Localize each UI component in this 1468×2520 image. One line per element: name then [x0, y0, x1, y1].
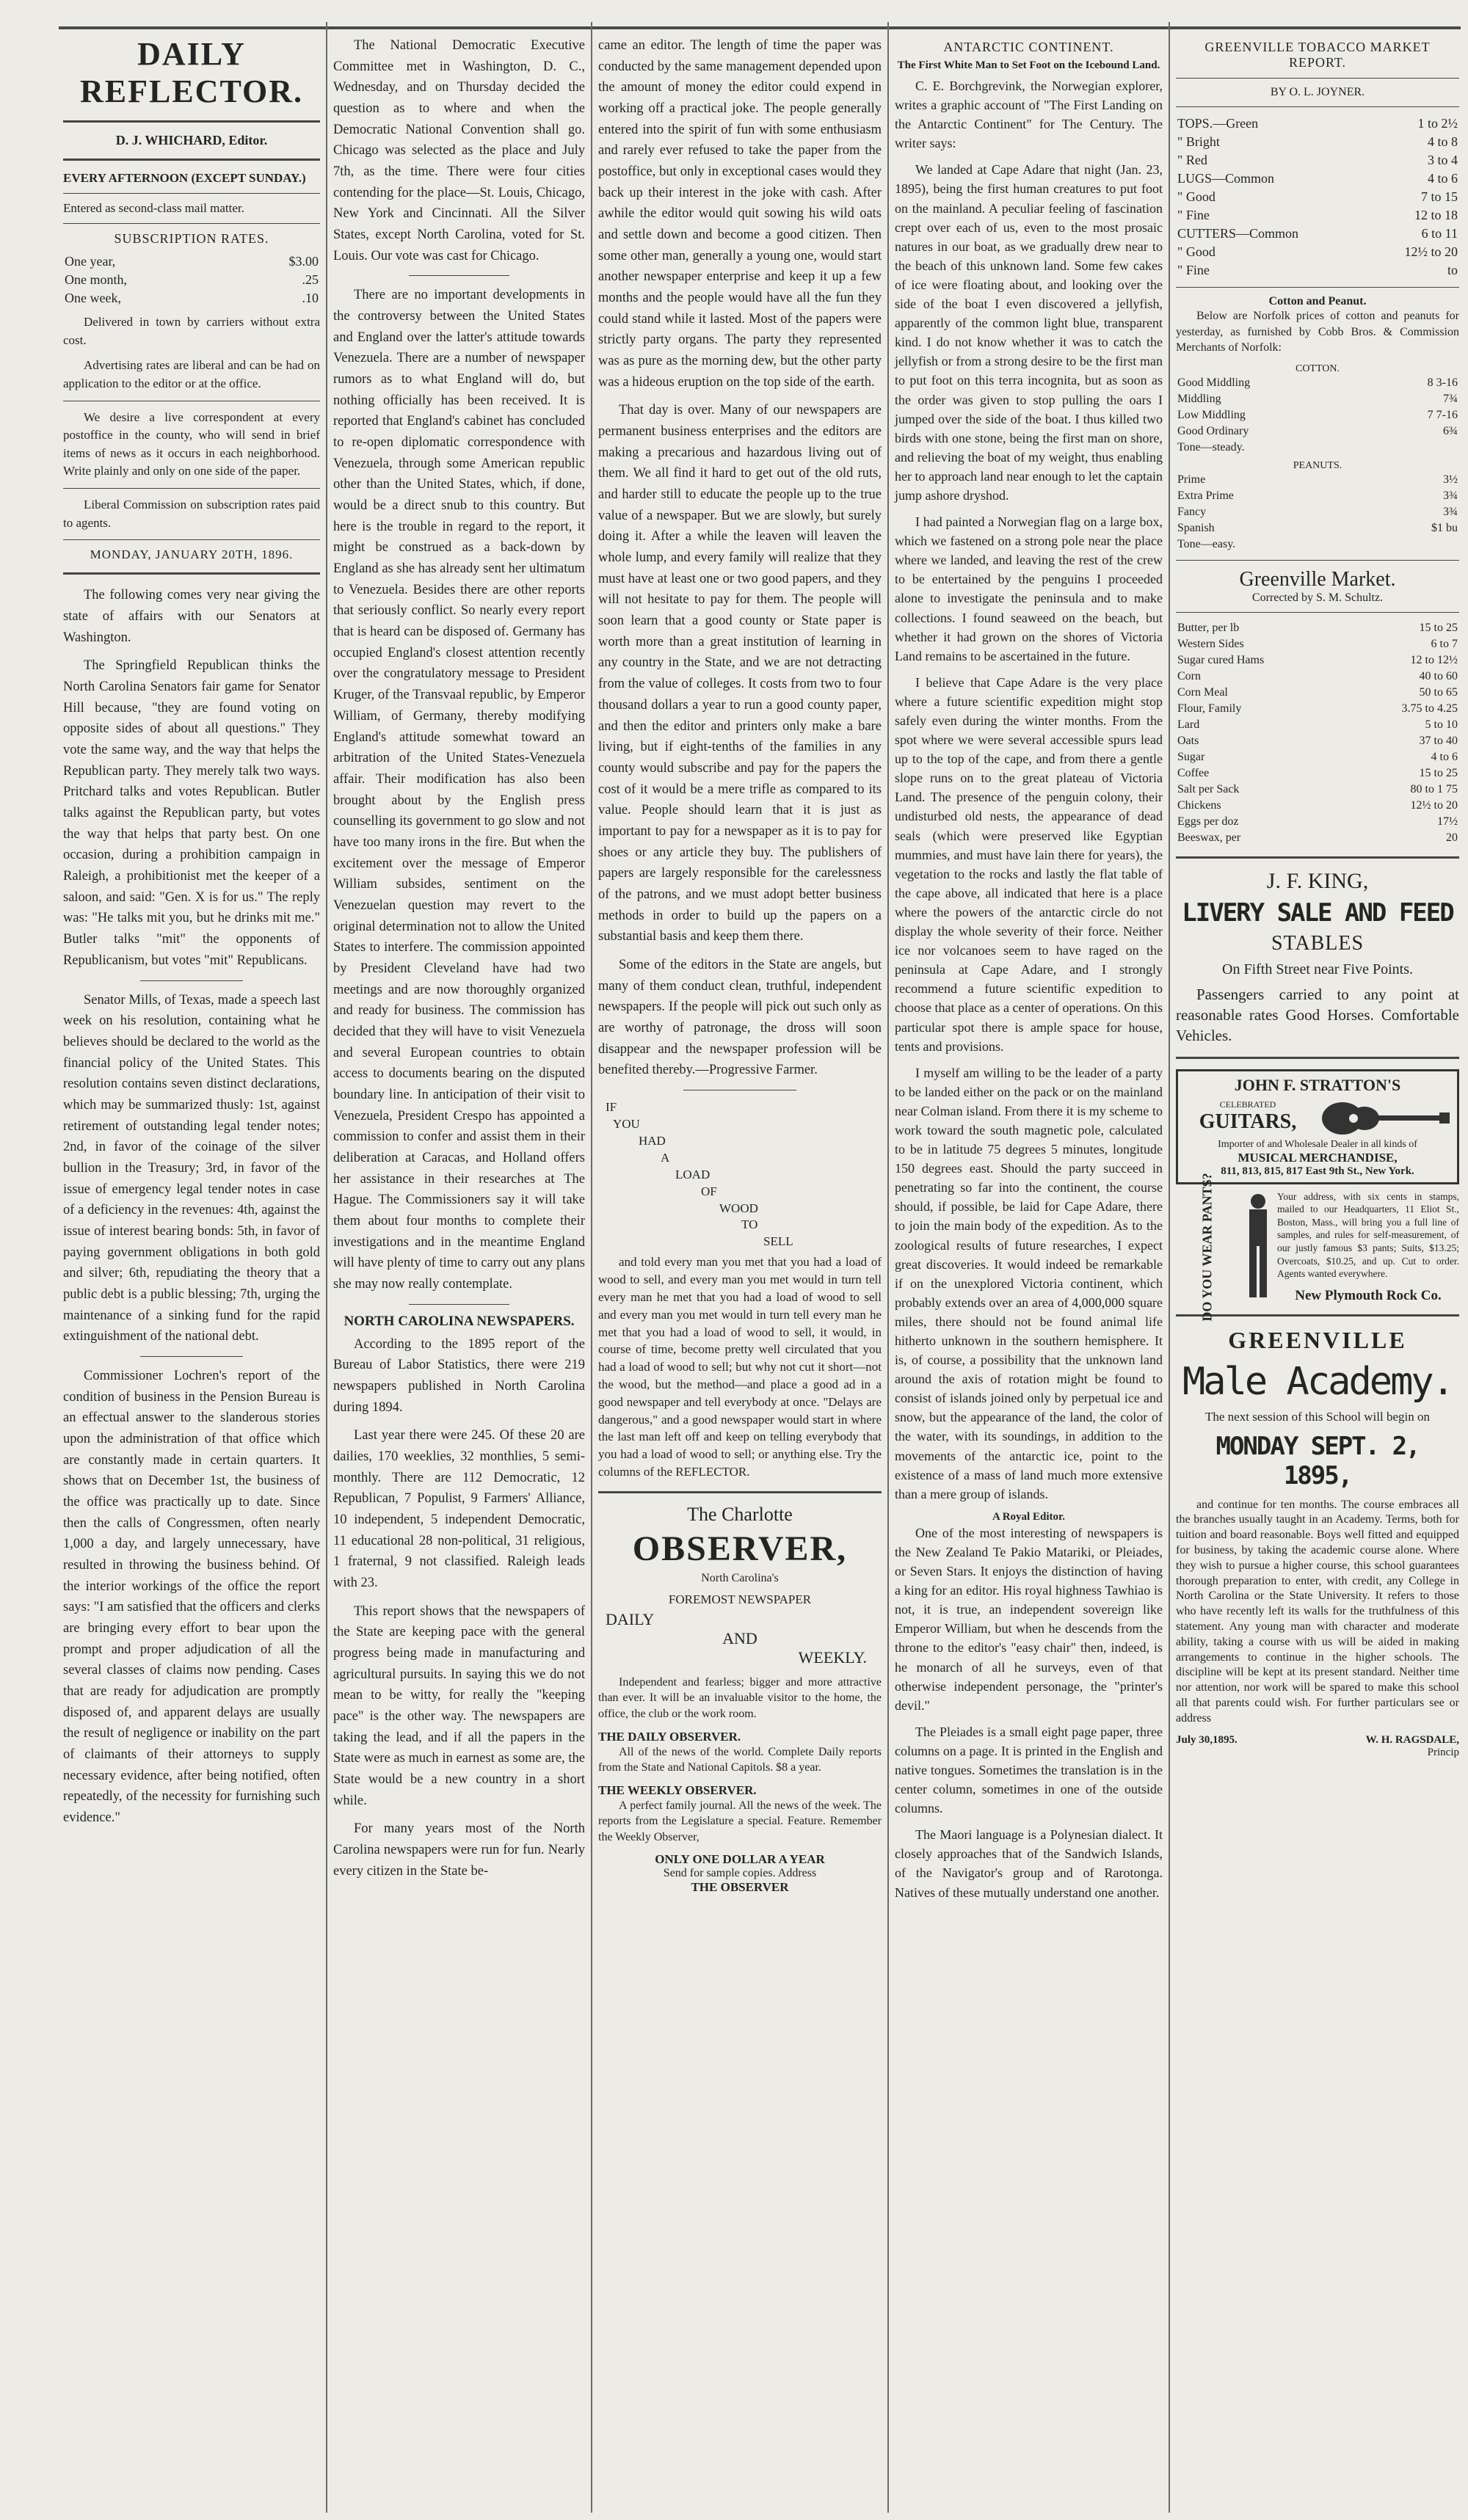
cotton-row-label: Low Middling	[1177, 408, 1246, 421]
observer-address: THE OBSERVER	[691, 1880, 789, 1895]
market-row	[1176, 669, 1459, 685]
tobacco-row-value: 3 to 4	[1427, 153, 1458, 167]
wood-word: SELL	[763, 1234, 793, 1249]
tobacco-row-value: 4 to 6	[1427, 171, 1458, 186]
divider	[1176, 1314, 1459, 1317]
column-rule	[326, 22, 327, 2513]
market-row	[1176, 685, 1459, 701]
peanut-row-value: $1 bu	[1431, 521, 1458, 534]
peanut-subheading: PEANUTS.	[1293, 459, 1342, 471]
column-5	[1171, 35, 1464, 2505]
market-row-label: Chickens	[1177, 798, 1221, 812]
divider	[409, 1304, 509, 1305]
cotton-row-value	[1373, 440, 1459, 456]
tobacco-row-label: " Red	[1177, 153, 1207, 167]
tobacco-row-label: TOPS.—Green	[1177, 116, 1259, 131]
cotton-row	[1176, 375, 1459, 391]
cotton-row-label: Good Ordinary	[1177, 424, 1249, 437]
divider	[1176, 612, 1459, 613]
cotton-row-value: 6¾	[1443, 424, 1458, 437]
observer-the: The Charlotte	[687, 1503, 793, 1525]
market-row-value: 20	[1446, 831, 1458, 844]
rate-row: One year, $3.00	[65, 254, 319, 269]
tobacco-row-value: 4 to 8	[1427, 134, 1458, 149]
academy-ad	[1176, 1327, 1459, 1759]
divider	[1176, 1057, 1459, 1059]
divider	[63, 120, 320, 123]
market-row	[1176, 620, 1459, 636]
top-rule	[59, 26, 1461, 29]
pants-ad	[1176, 1173, 1459, 1322]
article-paragraph: Senator Mills, of Texas, made a speech last week on his resolution, containing what he believes should be declared to the world as the financial policy of the United States. This resolution contains seven distinct declarations, which may be summarized thusly: 1st, against retirement of outstanding legal tender notes; 2nd, in favor of the coinage of the silver bullion in the Treasury; 3rd, in favor of the issue of emergency legal tender notes in case of a deficiency in the revenues: 4th, against the issue of interest bearing bonds: 5th, in favor of paying government obligations in both gold and silver; 6th, repudiating the theory that a public debt is a public blessing; 7th, urging the maintenance of a sinking fund for the rapid extinguishment of the national debt.	[63, 992, 320, 1344]
tobacco-row	[1176, 206, 1459, 225]
pants-word: DO YOU WEAR PANTS?	[1199, 1173, 1215, 1322]
market-row-value: 50 to 65	[1419, 685, 1458, 699]
tobacco-row	[1176, 133, 1459, 151]
observer-nc: North Carolina's	[701, 1571, 779, 1584]
peanut-row-value	[1367, 536, 1459, 553]
market-row-label: Sugar cured Hams	[1177, 653, 1265, 666]
market-row	[1176, 798, 1459, 814]
article-paragraph: C. E. Borchgrevink, the Norwegian explorer, writes a graphic account of "The First Landing on the Antarctic Continent" for The Century. The writer says:	[895, 79, 1163, 151]
market-row-value: 6 to 7	[1431, 637, 1458, 650]
wood-word: TO	[741, 1217, 758, 1232]
cotton-row-label: Tone—steady.	[1177, 440, 1245, 454]
tobacco-row-label: " Fine	[1177, 208, 1210, 222]
market-row	[1176, 782, 1459, 798]
peanut-row-label: Tone—easy.	[1177, 537, 1236, 550]
market-row	[1176, 830, 1459, 846]
divider	[140, 980, 243, 981]
tobacco-row-label: " Good	[1177, 244, 1216, 259]
article-paragraph: There are no important developments in the controversy between the United States and England over the latter's attitude towards Venezuela. There are a number of newspaper rumors as to what England will do, but nothing officially has been received. It is reported that England's cabinet has concluded to re-open diplomatic correspondence with Venezuela, through some American republic other than the United States, which, if done, would be a direct snub to this country. But here is the trouble in regard to the report, it might be construed as a back-down by England as she has already sent her ultimatum to Venezuela. Besides there are other reports that seriously conflict. So nearly every report that is heard can be disposed of. Germany has occupied England's closest attention recently over the congratulatory message to President Kruger, of the Transvaal republic, by Emperor William, of Germany, thereby modifying England's attitude somewhat toward an arbitration of the United States-Venezuela affair. Their modification has also been brought about by the English press counselling its government to go slow and not have too many irons in the fire. But when the excitement over the message of Emperor William subsides, sentiment on the Venezuelan question may revert to the original determination not to allow the United States to interfere. The commission appointed by President Cleveland have had two meetings and are now thoroughly organized and ready for business. The commission has decided that they will have to visit Venezuela and several European countries to obtain access to documents bearing on the disputed boundary line. In anticipation of their visit to Venezuela, President Crespo has appointed a commission to confer and assist them in their deliberation at Caracas, and Holland offers her assistance in their researches at The Hague. The Commissioners say it will take them about four months to complete their investigations and in the meantime England will have plenty of time to carry out any plans she may now really contemplate.	[333, 288, 585, 1292]
academy-name: Male Academy.	[1182, 1359, 1453, 1404]
column-1	[59, 35, 324, 2505]
divider	[598, 1491, 882, 1493]
wood-word: WOOD	[719, 1201, 758, 1215]
column-rule	[887, 22, 889, 2513]
peanut-row-value: 3½	[1443, 473, 1458, 486]
cotton-row	[1176, 423, 1459, 440]
tobacco-heading: GREENVILLE TOBACCO MARKET REPORT.	[1204, 40, 1431, 70]
king-ad	[1176, 869, 1459, 1046]
market-row-value: 37 to 40	[1419, 734, 1458, 747]
observer-daily: DAILY	[606, 1609, 655, 1628]
rate-row: One month, .25	[65, 272, 319, 287]
observer-weekly: WEEKLY.	[798, 1647, 867, 1667]
cotton-row-label: Middling	[1177, 392, 1221, 405]
article-paragraph: I myself am willing to be the leader of a party to be landed either on the pack or on the mainland near Colman island. From there it is my scheme to work toward the south magnetic pole, calculated to be in latitude 75 degrees 5 minutes, longitude 150 degrees east. Should the party succeed in penetrating so far into the continent, the course should, if possible, be laid for Cape Adare, there to join the main body of the expedition. As to the zoological results of future researches, I expect great discoveries. It would indeed be remarkable if on the unexplored Victoria continent, which probably extends over an area of 4,000,000 square miles, there should not be found animal life hitherto unknown in the southern hemisphere. It is, of course, a possibility that the unknown land around the axis of rotation might be found to consist of islands joined only by perpetual ice and snow, but the appearance of the land, the color of the water, with its soundings, in addition to the movements of the antarctic ice, point to the existence of a mass of land much more extensive than a mere group of islands.	[895, 1065, 1163, 1501]
peanut-row-label: Spanish	[1177, 521, 1215, 534]
king-desc: Passengers carried to any point at reasonable rates Good Horses. Comfortable Vehicles.	[1176, 985, 1459, 1045]
article-paragraph: I believe that Cape Adare is the very place where a future scientific expedition might stop safely even during the winter months. From the spot where we were several accessible spurs lead up to the top of the cape, and from there a gentle slope runs on to the great plateau of Victoria Land. The presence of the penguin colony, their undisturbed old nests, the appearance of dead seals (which were preserved like Egyptian mummies, and must have lain there for years), the vegetation to the rocks and lastly the flat table of the cape above, all indicated that here is a place where the powers of the antarctic circle do not display the whole severity of their force. Neither ice nor volcanoes seem to have raged on the peninsula at Cape Adare, and I strongly recommend a future scientific expedition to choose that place as a center of operations. On this particular spot there is ample space for house, tents and provisions.	[895, 674, 1163, 1054]
peanut-row-label: Fancy	[1177, 505, 1207, 518]
peanut-row-value: 3¾	[1443, 489, 1458, 502]
divider	[1176, 560, 1459, 561]
divider	[63, 223, 320, 224]
column-rule	[591, 22, 592, 2513]
market-row-label: Butter, per lb	[1177, 621, 1240, 634]
correspondent-notice: We desire a live correspondent at every postoffice in the county, who will send in brief items of news as it occurs in each neighborhood. Write plainly and only on one side of the paper.	[63, 409, 320, 478]
article-paragraph: The Maori language is a Polynesian dialect. It closely approaches that of the Sandwich Islands, of the Navigator's group and of Rarotonga. Natives of these mutually understand one another.	[895, 1827, 1163, 1900]
market-row-label: Sugar	[1177, 750, 1205, 763]
column-3	[594, 35, 886, 2505]
market-row-label: Lard	[1177, 718, 1200, 731]
tobacco-row-value: to	[1447, 263, 1458, 277]
tobacco-row	[1176, 170, 1459, 188]
article-paragraph: One of the most interesting of newspapers is the New Zealand Te Pakio Matariki, or Pleiades, or Seven Stars. It enjoys the distinction of having a king for an editor. His royal highness Tawhiao is not, it is true, an independent sovereign like Emperor William, but when he descends from the throne to the editor's "easy chair" then, indeed, is he monarch of all he surveys, even of that otherwise independent personage, the "printer's devil."	[895, 1525, 1163, 1713]
tobacco-table	[1176, 114, 1459, 280]
king-line1: LIVERY SALE AND FEED	[1182, 897, 1453, 928]
article-paragraph: came an editor. The length of time the paper was conducted by the same management depended upon the amount of money the editor could expend in working off a practical joke. The people generally entered into the spirit of fun with some enthusiasm and rarely ever refused to take the paper from the postoffice, but only in exceptional cases would they back up their interest in the joke with cash. After awhile the editor would quit sowing his wild oats and settle down and become a good citizen. Then some other man, generally a young one, would start another newspaper enterprise and keep it up a few months and the people would have all the fun they could stand while it lasted. Most of the papers were strictly party organs. The party they represented was as pure as the morning dew, but the other party was a hideous eruption on the top side of the earth.	[598, 38, 882, 390]
antarctic-heading: ANTARCTIC CONTINENT.	[943, 40, 1114, 54]
article-paragraph: This report shows that the newspapers of the State are keeping pace with the general progress being made in manufacturing and agricultural pursuits. In saying this we do not mean to be witty, for really the "keeping pace" is the other way. The newspapers are taking the lead, and if all the papers in the State were as much in earnest as some are, the State would be a new country in a short while.	[333, 1603, 585, 1808]
stratton-name: JOHN F. STRATTON'S	[1234, 1075, 1401, 1094]
tobacco-row-value: 12½ to 20	[1404, 244, 1458, 259]
market-row-value: 40 to 60	[1419, 669, 1458, 682]
commission-notice: Liberal Commission on subscription rates paid to agents.	[63, 498, 320, 530]
market-row-label: Flour, Family	[1177, 702, 1242, 715]
article-paragraph: That day is over. Many of our newspapers are permanent business enterprises and the editors are making a precarious and hazardous living out of them. We all find it hard to get out of the old ruts, and harder still to educate the people up to the true value of a newspaper. But we are slowly, but surely doing it. After a while the leaven will leaven the whole lump, and every family will realize that they must have at least one or two good papers, and they will not hesitate to pay for them. The people will soon learn that a good county or State paper is worth more than a great institution of learning in any country in the State, and we are not detracting from the value of colleges. It costs from two to four thousand dollars a year to run a good county paper, and then the editor and printers only make a bare living, but if eight-tenths of the families in any county would subscribe and pay for the papers the cost of it would be a mere trifle as compared to its value. People should learn that it is just as important to pay for a newspaper as it is to pay for shoes or any article they buy. The publishers of papers are largely responsible for the carelessness of the patrons, and we must adopt better business methods in order to build up the papers on a substantial basis and keep them there.	[598, 403, 882, 944]
divider	[1176, 78, 1459, 79]
market-row	[1176, 765, 1459, 782]
article-paragraph: I had painted a Norwegian flag on a large box, which we fastened on a strong pole near the place where we landed, and leaving the rest of the crew to be entertained by the penguins I proceeded alone to investigate the peninsula and to make collections. I found seaweed on the beach, but whether it had grown on the shores of Victoria Land remains to be ascertained in the future.	[895, 514, 1163, 663]
market-row-label: Western Sides	[1177, 637, 1244, 650]
market-byline: Corrected by S. M. Schultz.	[1251, 591, 1384, 604]
market-heading: Greenville Market.	[1239, 567, 1396, 591]
cotton-intro: Below are Norfolk prices of cotton and peanuts for yesterday, as furnished by Cobb Bros. & Commission Merchants of Norfolk:	[1176, 310, 1459, 354]
stratton-guitars: GUITARS,	[1199, 1110, 1297, 1134]
market-row-label: Corn	[1177, 669, 1201, 682]
wood-word: LOAD	[675, 1167, 711, 1181]
tobacco-byline: BY O. L. JOYNER.	[1270, 86, 1365, 98]
market-row	[1176, 717, 1459, 733]
wood-word: A	[661, 1150, 670, 1165]
tobacco-row-label: " Bright	[1177, 134, 1220, 149]
stratton-celebrated: CELEBRATED	[1219, 1099, 1276, 1110]
wood-word: OF	[701, 1184, 717, 1198]
market-row-value: 17½	[1437, 815, 1458, 828]
cotton-row	[1176, 440, 1459, 456]
observer-daily-heading: THE DAILY OBSERVER.	[598, 1729, 741, 1744]
peanut-row	[1176, 472, 1459, 488]
wood-word: IF	[606, 1099, 617, 1114]
king-location: On Fifth Street near Five Points.	[1222, 961, 1413, 977]
stratton-musical: MUSICAL MERCHANDISE,	[1238, 1150, 1398, 1165]
article-paragraph: The following comes very near giving the state of affairs with our Senators at Washington.	[63, 588, 320, 645]
divider	[63, 539, 320, 540]
observer-price: ONLY ONE DOLLAR A YEAR	[655, 1852, 825, 1867]
peanut-table	[1176, 472, 1459, 553]
subscription-heading: SUBSCRIPTION RATES.	[114, 231, 269, 246]
cotton-table	[1176, 375, 1459, 456]
market-row	[1176, 733, 1459, 749]
wood-ad-text: and told every man you met that you had a load of wood to sell, and every man you met would in turn tell every man he met that you had a load of wood to sell and every man you met would in turn tell every man he met that you had a load of wood to sell, it would, in course of time, become pretty well circulated that you had a load of wood to sell; but why not cut it short—not the wood, but the method—and place a good ad in a good newspaper and tell everybody at once. "Delays are dangerous," and a good newspaper would start in where the last man left off and keep on telling everybody that you had a load of wood to sell; or anything else. Try the columns of the REFLECTOR.	[598, 1255, 882, 1479]
market-row	[1176, 652, 1459, 669]
tobacco-row-label: " Good	[1177, 189, 1216, 204]
tobacco-row-label: CUTTERS—Common	[1177, 226, 1299, 241]
market-row	[1176, 749, 1459, 765]
tobacco-row-value: 1 to 2½	[1417, 116, 1458, 131]
tobacco-row-label: LUGS—Common	[1177, 171, 1275, 186]
stratton-importer: Importer of and Wholesale Dealer in all kinds of	[1218, 1138, 1417, 1150]
market-row-label: Salt per Sack	[1177, 782, 1240, 795]
observer-and: AND	[722, 1628, 757, 1647]
tobacco-row-value: 7 to 15	[1420, 189, 1458, 204]
market-row-label: Coffee	[1177, 766, 1210, 779]
market-row-label: Corn Meal	[1177, 685, 1228, 699]
stratton-ad	[1176, 1069, 1459, 1184]
market-row-value: 80 to 1 75	[1410, 782, 1458, 795]
market-row	[1176, 814, 1459, 830]
peanut-row	[1176, 504, 1459, 520]
tobacco-row	[1176, 261, 1459, 280]
market-table	[1176, 620, 1459, 846]
royal-editor-heading: A Royal Editor.	[992, 1510, 1066, 1523]
antarctic-subheading: The First White Man to Set Foot on the Icebound Land.	[897, 59, 1160, 71]
market-row-value: 5 to 10	[1425, 718, 1458, 731]
observer-weekly-desc: A perfect family journal. All the news of the week. The reports from the Legislature a special. Feature. Remember the Weekly Observer,	[598, 1799, 882, 1843]
article-paragraph: Some of the editors in the State are angels, but many of them conduct clean, truthful, independent newspapers. If the people will pick out such only as are worthy of patronage, the dross will soon disappear and the newspaper profession will be benefited thereby.—Progressive Farmer.	[598, 957, 882, 1078]
market-row	[1176, 701, 1459, 717]
market-row-value: 4 to 6	[1431, 750, 1458, 763]
observer-desc: Independent and fearless; bigger and more attractive than ever. It will be an invaluable visitor to the home, the office, the club or the work room.	[598, 1675, 882, 1720]
editor-line: D. J. WHICHARD, Editor.	[115, 133, 268, 148]
article-paragraph: We landed at Cape Adare that night (Jan. 23, 1895), being the first human creatures to put foot on the mainland. A peculiar feeling of fascination crept over each of us, even to the most prosaic natures in our boat, as we gradually drew near to the beach of this unknown land. Some few cakes of ice were floating about, and looking over the side of the boat I even discovered a jellyfish, apparently of the common light blue, transparent kind. I do not know whether it was to catch the jellyfish or from a strong desire to be the first man to put foot on this terra incognita, but as soon as the order was given to stop pulling the oars I jumped over the side of the boat. I thus killed two birds with one stone, being the first man on shore, and relieving the boat of my weight, thus enabling her to approach land near enough to let the captain jump ashore dryshod.	[895, 162, 1163, 503]
cotton-row-label: Good Middling	[1177, 376, 1251, 389]
man-figure-icon	[1243, 1190, 1273, 1300]
king-line2: STABLES	[1271, 931, 1365, 955]
peanut-row	[1176, 536, 1459, 553]
observer-send: Send for sample copies. Address	[663, 1867, 817, 1880]
tobacco-row	[1176, 243, 1459, 261]
cotton-row	[1176, 407, 1459, 423]
divider	[63, 159, 320, 161]
peanut-row-value: 3¾	[1443, 505, 1458, 518]
article-paragraph: Commissioner Lochren's report of the condition of business in the Pension Bureau is an effectual answer to the slanderous stories upon the administration of that office which are constantly made in certain quarters. It shows that on December 1st, the business of the office was practically up to date. Since then the calls of Congressmen, often nearly 1,000 a day, and largely unnecessary, have resulted in throwing the business behind. Of the interior workings of the office the report says: "I am satisfied that the officers and clerks are bringing every effort to bear upon the prompt and proper adjudication of all the several classes of claims now pending. Cases that are ready for adjudication are promptly disposed of, and apparent delays are usually the result of negligence or inability on the part of claimants of their attorneys to supply necessary evidence, after being notified, often repeatedly, of the necessity for furnishing such evidence."	[63, 1368, 320, 1826]
market-row-label: Eggs per doz	[1177, 815, 1239, 828]
delivery-notice: Delivered in town by carriers without extra cost.	[63, 315, 320, 347]
column-rule	[1169, 22, 1170, 2513]
observer-foremost: FOREMOST NEWSPAPER	[668, 1592, 812, 1606]
cotton-row	[1176, 391, 1459, 407]
tobacco-row	[1176, 225, 1459, 243]
market-row-value: 15 to 25	[1419, 766, 1458, 779]
cotton-subheading: COTTON.	[1295, 363, 1340, 374]
cotton-row-value: 7¾	[1443, 392, 1458, 405]
tobacco-row-value: 12 to 18	[1414, 208, 1458, 222]
entered-notice: Entered as second-class mail matter.	[63, 201, 244, 215]
tobacco-row	[1176, 188, 1459, 206]
academy-body: and continue for ten months. The course embraces all the branches usually taught in an Academy. Terms, both for tuition and board reasonable. Boys well fitted and equipped for business, by taking the academic course alone. Where they wish to pursue a higher course, this school guarantees thorough preparation to enter, with credit, any College in North Carolina or the State University. It refers to those who have recently left its walls for the truthfulness of this statement. Any young man with character and moderate ability, taking a course with us will be aided in making arrangements to continue in the higher schools. The discipline will be kept at its present standard. Neither time nor attention, nor work will be spared to make this school all that parents could wish. For further particulars see or address	[1176, 1498, 1459, 1725]
publication-schedule: EVERY AFTERNOON (EXCEPT SUNDAY.)	[63, 171, 306, 185]
peanut-row-label: Prime	[1177, 473, 1206, 486]
tobacco-row	[1176, 114, 1459, 133]
article-paragraph: For many years most of the North Carolina newspapers were run for fun. Nearly every citizen in the State be-	[333, 1821, 585, 1879]
market-row-value: 3.75 to 4.25	[1401, 702, 1458, 715]
market-row-value: 15 to 25	[1419, 621, 1458, 634]
divider	[63, 572, 320, 575]
stratton-address: 811, 813, 815, 817 East 9th St., New York.	[1221, 1165, 1414, 1177]
cotton-row-value: 7 7-16	[1427, 408, 1458, 421]
academy-role: Princip	[1427, 1746, 1459, 1758]
observer-daily-desc: All of the news of the world. Complete Daily reports from the State and National Capitols. $8 a year.	[598, 1745, 882, 1774]
pants-desc: Your address, with six cents in stamps, mailed to our Headquarters, 11 Eliot St., Boston, Mass., will bring you a full line of samples, and rules for self-measurement, of our justly famous $3 pants; Suits, $13.25; Overcoats, $10.25, and up. Cut to order. Agents wanted everywhere.	[1277, 1190, 1459, 1280]
tobacco-row-value: 6 to 11	[1421, 226, 1458, 241]
peanut-row	[1176, 520, 1459, 536]
academy-date: MONDAY SEPT. 2, 1895,	[1216, 1431, 1420, 1490]
king-name: J. F. KING,	[1266, 868, 1369, 893]
divider	[1176, 856, 1459, 859]
cotton-heading: Cotton and Peanut.	[1268, 295, 1367, 307]
market-row-value: 12½ to 20	[1410, 798, 1458, 812]
advertising-notice: Advertising rates are liberal and can be had on application to the editor or at the office.	[63, 358, 320, 390]
wood-word: HAD	[639, 1133, 666, 1148]
divider	[63, 488, 320, 489]
academy-date-line: July 30,1895.	[1176, 1733, 1238, 1746]
article-paragraph: According to the 1895 report of the Bureau of Labor Statistics, there were 219 newspapers published in North Carolina during 1894.	[333, 1336, 585, 1415]
wood-word: YOU	[613, 1116, 640, 1131]
academy-greenville: GREENVILLE	[1228, 1326, 1407, 1353]
divider	[140, 1356, 243, 1357]
observer-name: OBSERVER,	[632, 1529, 848, 1568]
academy-signed: W. H. RAGSDALE,	[1365, 1733, 1459, 1746]
article-paragraph: The Pleiades is a small eight page paper, three columns on a page. It is printed in the English and native tongues. Sometimes the translation is in the center column, sometimes in one of the outside columns.	[895, 1724, 1163, 1816]
article-paragraph: The National Democratic Executive Committee met in Washington, D. C., Wednesday, and on Thursday decided the question as to where and when the Democratic National Convention shall go. Chicago was selected as the place and July 7th, as the time. There were four cities contending for the place—St. Louis, Chicago, New York and Cincinnati. All the Silver States, except North Carolina, voted for St. Louis. Our vote was cast for Chicago.	[333, 38, 585, 263]
divider	[1176, 287, 1459, 288]
wood-ad	[598, 1099, 882, 1250]
observer-ad	[598, 1504, 882, 1896]
pants-company: New Plymouth Rock Co.	[1295, 1287, 1442, 1303]
peanut-row	[1176, 488, 1459, 504]
nc-newspapers-heading: NORTH CAROLINA NEWSPAPERS.	[344, 1313, 575, 1329]
market-row-value: 12 to 12½	[1410, 653, 1458, 666]
article-paragraph: Last year there were 245. Of these 20 are dailies, 170 weeklies, 32 monthlies, 5 semi-monthly. There are 112 Democratic, 12 Republican, 7 Populist, 9 Farmers' Alliance, 10 independent, 5 independent Democratic, 11 educational 28 non-political, 31 religious, 1 fraternal, 9 not classified. Raleigh leads with 23.	[333, 1428, 585, 1591]
divider	[409, 275, 509, 276]
cotton-row-value: 8 3-16	[1427, 376, 1458, 389]
academy-session: The next session of this School will begin on	[1205, 1409, 1430, 1424]
market-row	[1176, 636, 1459, 652]
subscription-rates	[63, 252, 320, 307]
market-row-label: Beeswax, per	[1177, 831, 1241, 844]
divider	[1176, 106, 1459, 107]
tobacco-row-label: " Fine	[1177, 263, 1210, 277]
observer-weekly-heading: THE WEEKLY OBSERVER.	[598, 1782, 757, 1797]
issue-date: MONDAY, JANUARY 20TH, 1896.	[90, 547, 294, 562]
market-row-label: Oats	[1177, 734, 1199, 747]
column-2	[329, 35, 589, 2505]
peanut-row-label: Extra Prime	[1177, 489, 1234, 502]
guitar-icon	[1313, 1095, 1453, 1139]
column-4	[890, 35, 1167, 2505]
tobacco-row	[1176, 151, 1459, 170]
article-paragraph: The Springfield Republican thinks the North Carolina Senators fair game for Senator Hill because, "they are found voting on opposite sides of about all questions." They vote the same way, and the way that helps the Republican party. They merely talk two ways. Pritchard talks and votes Republican. Butler talks against the Republican party, but votes the way that helps that party best. On one occasion, during a prohibition campaign in Raleigh, a prohibitionist met the keeper of a saloon, and said: "Gen. X is for us." The reply was: "He talks mit you, but he drinks mit me." Butler talks "mit" the opponents of Republicanism, but votes "mit" Republicans.	[63, 658, 320, 968]
masthead-title: DAILY REFLECTOR.	[79, 36, 304, 109]
divider	[63, 193, 320, 194]
rate-row: One week, .10	[65, 291, 319, 305]
